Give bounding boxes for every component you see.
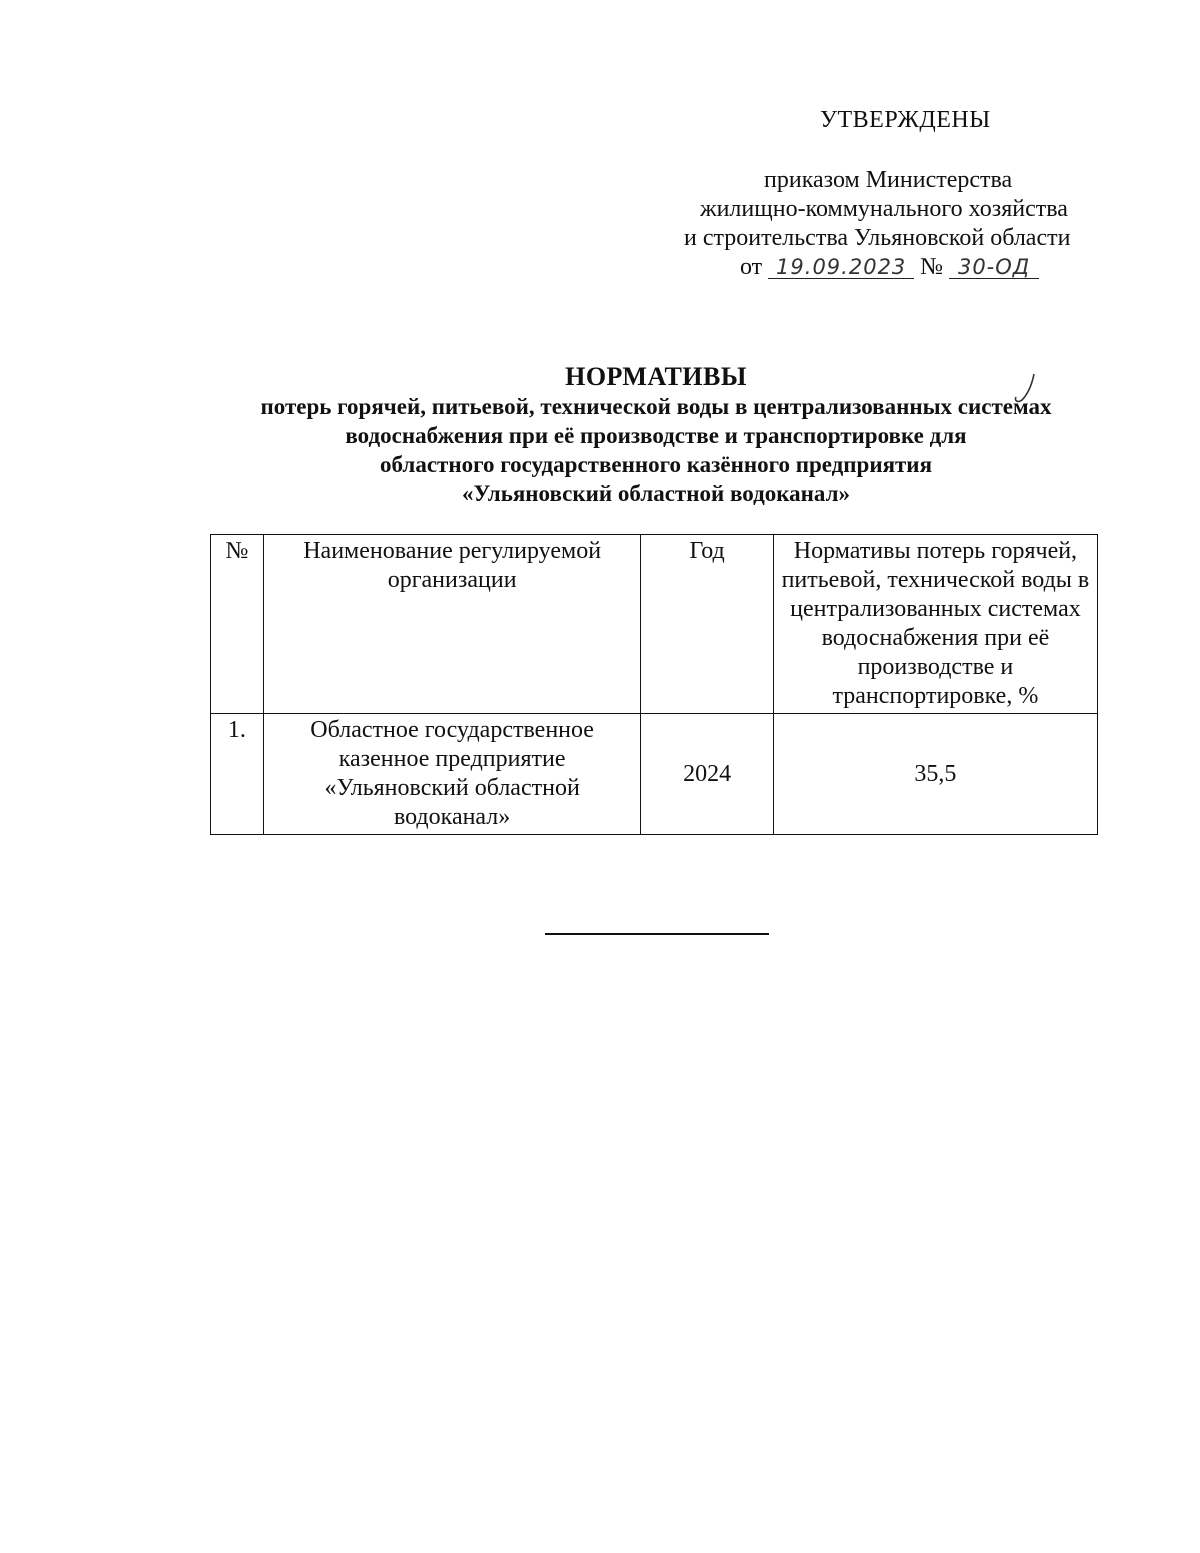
closing-divider — [545, 933, 769, 935]
approval-heading: УТВЕРЖДЕНЫ — [820, 107, 991, 133]
header-norms: Нормативы потерь горячей, питьевой, технической воды в централизованных системах водоснабжения при её производстве и транспортировке, % — [773, 535, 1097, 714]
approval-line-2: жилищно-коммунального хозяйства — [700, 196, 1068, 222]
subtitle-line-4: «Ульяновский областной водоканал» — [462, 481, 850, 506]
cell-year: 2024 — [641, 714, 773, 835]
approval-line-3: и строительства Ульяновской области — [684, 225, 1071, 251]
table-row — [211, 714, 1098, 835]
approval-line-1: приказом Министерства — [764, 167, 1013, 193]
header-number: № — [211, 535, 264, 714]
handwritten-date: 19.09.2023 — [768, 256, 914, 279]
subtitle-line-1: потерь горячей, питьевой, технической воды в централизованных системах — [260, 394, 1052, 419]
approval-date-line — [740, 253, 1039, 281]
header-year: Год — [641, 535, 773, 714]
document-title: НОРМАТИВЫ — [565, 362, 747, 391]
norms-table — [210, 534, 1098, 835]
number-prefix: № — [920, 254, 944, 280]
cell-norm: 35,5 — [773, 714, 1097, 835]
subtitle-line-2: водоснабжения при её производстве и транспортировке для — [345, 423, 967, 448]
document-title-block — [150, 362, 1162, 508]
handwritten-number: 30-ОД — [949, 256, 1039, 279]
cell-organization: Областное государственное казенное предприятие «Ульяновский областной водоканал» — [263, 714, 641, 835]
subtitle-line-3: областного государственного казённого предприятия — [379, 452, 933, 477]
table-header-row — [211, 535, 1098, 714]
header-organization: Наименование регулируемой организации — [263, 535, 641, 714]
date-prefix: от — [740, 254, 763, 280]
cell-number: 1. — [211, 714, 264, 835]
